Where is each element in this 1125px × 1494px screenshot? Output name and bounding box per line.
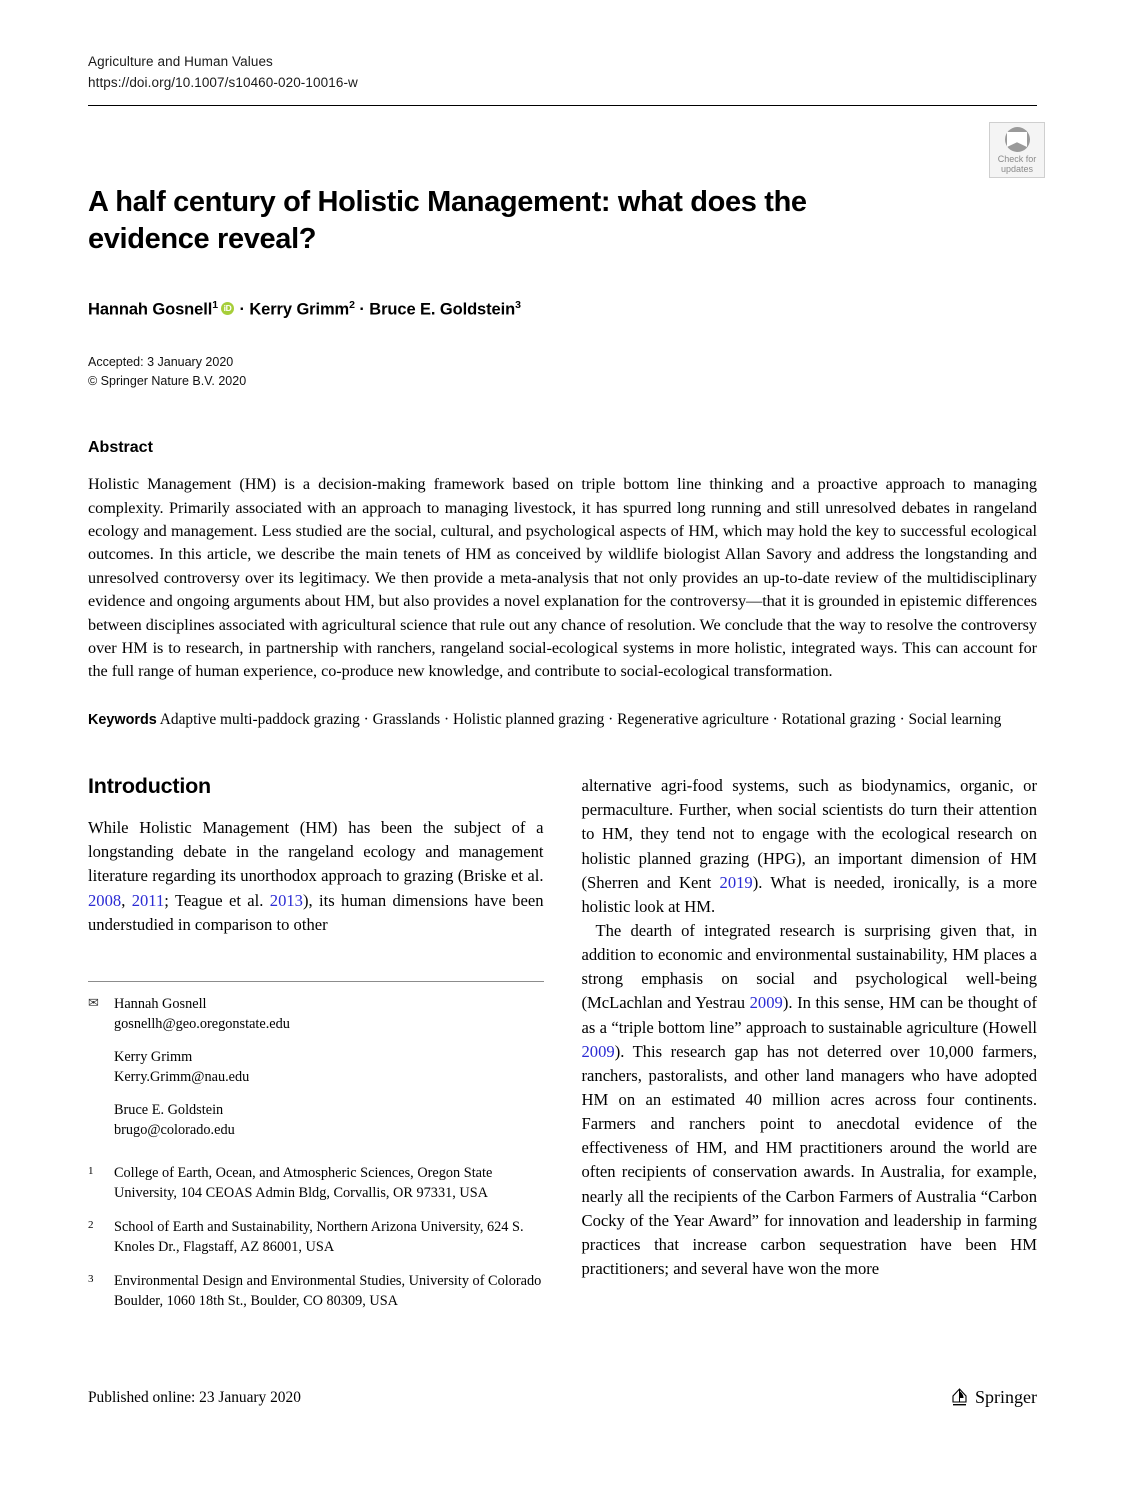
affiliation-number-3: 3 xyxy=(88,1272,94,1285)
accepted-date: Accepted: 3 January 2020 xyxy=(88,355,234,369)
right-p2-part1: The dearth of integrated research is surprising given that, in addition to economic and environmental sustainability, HM places a strong emphasis on social and psychological well-being (McLachlan and Yestrau xyxy=(581,921,1037,1013)
left-column xyxy=(88,774,544,1324)
author-affil-ref-2: 2 xyxy=(349,298,355,311)
crossmark-icon xyxy=(1005,127,1030,152)
journal-header xyxy=(88,0,1037,94)
crossmark-label xyxy=(998,154,1037,174)
intro-text-part1: While Holistic Management (HM) has been the subject of a longstanding debate in the rangeland ecology and management literature regarding its unorthodox approach to grazing (Briske et al. xyxy=(88,818,544,886)
keywords-label: Keywords xyxy=(88,711,157,728)
author-name-2: Kerry Grimm xyxy=(249,300,350,318)
intro-paragraph-2 xyxy=(582,919,1038,1281)
author-contact-email-2[interactable]: Kerry.Grimm@nau.edu xyxy=(114,1068,250,1085)
springer-wordmark: Springer xyxy=(975,1387,1037,1407)
page-title: A half century of Holistic Management: what does the evidence reveal? xyxy=(88,185,807,255)
journal-doi[interactable]: https://doi.org/10.1007/s10460-020-10016-w xyxy=(88,74,358,90)
intro-paragraph-1 xyxy=(88,816,544,937)
author-affil-ref-1: 1 xyxy=(212,298,218,311)
intro-semicolon: ; Teague et al. xyxy=(164,890,270,910)
right-column xyxy=(582,774,1038,1324)
corresponding-author-name: Hannah Gosnell xyxy=(114,995,207,1012)
author-list xyxy=(88,299,1037,320)
affiliation-2 xyxy=(88,1217,544,1258)
author-contact-name-3: Bruce E. Goldstein xyxy=(114,1101,224,1118)
citation-2013[interactable]: 2013 xyxy=(269,890,303,910)
intro-comma: , xyxy=(121,890,132,910)
right-p2-part3: ). This research gap has not deterred over 10,000 farmers, ranchers, pastoralists, and other land managers who have adopted HM on an estimated 40 million acres across four continents. Farmers and ranchers point to anecdotal evidence of the effectiveness of HM, and HM practitioners around the world are often recipients of conservation awards. In Australia, for example, nearly all the recipients of the Carbon Farmers of Australia “Carbon Cocky of the Year Award” for innovation and leadership in farming practices that increase carbon sequestration have been HM practitioners; and several have won the more xyxy=(581,1041,1037,1278)
author-separator-2: · xyxy=(359,300,365,318)
affiliation-text-1: College of Earth, Ocean, and Atmospheric Sciences, Oregon State University, 104 CEOAS Admin Bldg, Corvallis, OR 97331, USA xyxy=(114,1164,493,1202)
affiliation-3 xyxy=(88,1271,544,1312)
author-separator-1: · xyxy=(239,300,245,318)
citation-2008[interactable]: 2008 xyxy=(88,890,122,910)
right-text-part2: ). What is needed, ironically, is a more holistic look at HM. xyxy=(581,872,1037,916)
abstract-heading: Abstract xyxy=(88,439,153,456)
affiliation-text-3: Environmental Design and Environmental Studies, University of Colorado Boulder, 1060 18th St., Boulder, CO 80309, USA xyxy=(114,1272,542,1310)
correspondence-primary xyxy=(88,994,544,1034)
intro-paragraph-1-continued xyxy=(582,774,1038,919)
correspondence-secondary xyxy=(88,1047,544,1087)
crossmark-badge[interactable] xyxy=(989,122,1045,178)
section-heading-introduction: Introduction xyxy=(88,774,211,799)
header-divider xyxy=(88,105,1037,106)
affiliation-number-2: 2 xyxy=(88,1218,94,1231)
journal-name: Agriculture and Human Values xyxy=(88,54,273,69)
right-text-part1: alternative agri-food systems, such as biodynamics, organic, or permaculture. Further, when social scientists do turn their attention to HM, they tend not to engage with the ecological research on holistic planned grazing (HPG), an important dimension of HM (Sherren and Kent xyxy=(581,776,1037,892)
intro-text-part2: ), its human dimensions have been understudied in comparison to other xyxy=(88,890,544,934)
keywords-line xyxy=(88,709,1037,731)
author-contact-email-3[interactable]: brugo@colorado.edu xyxy=(114,1121,235,1138)
abstract-text: Holistic Management (HM) is a decision-making framework based on triple bottom line thinking and a proactive approach to managing complexity. Primarily associated with an approach to managing livestock, it has spurred long running and still unresolved debates in rangeland ecology and management. Less studied are the social, cultural, and psychological aspects of HM, which may hold the key to successful ecological outcomes. In this article, we describe the main tenets of HM as conceived by wildlife biologist Allan Savory and address the longstanding and unresolved controversy over its legitimacy. We then provide a meta-analysis that not only provides an up-to-date review of the multidisciplinary evidence and ongoing arguments about HM, but also provides a novel explanation for the controversy—that it is grounded in epistemic differences between disciplines associated with agricultural science that rule out any chance of resolution. We conclude that the way to resolve the controversy over HM is to research, in partnership with ranchers, rangeland social-ecological systems in more holistic, integrated ways. This can account for the full range of human experience, co-produce new knowledge, and contribute to social-ecological transformation. xyxy=(88,475,1037,681)
springer-logo xyxy=(950,1387,1037,1408)
orcid-icon[interactable] xyxy=(221,302,234,315)
keywords-values: Adaptive multi-paddock grazing · Grasslands · Holistic planned grazing · Regenerative agriculture · Rotational grazing · Social learning xyxy=(159,710,1002,728)
citation-2011[interactable]: 2011 xyxy=(131,890,165,910)
author-contact-name-2: Kerry Grimm xyxy=(114,1048,193,1065)
author-name-1: Hannah Gosnell xyxy=(88,300,213,318)
correspondence-divider xyxy=(88,981,544,982)
author-affil-ref-3: 3 xyxy=(515,298,521,311)
right-p2-part2: ). In this sense, HM can be thought of as a “triple bottom line” approach to sustainable agriculture (Howell xyxy=(581,993,1037,1037)
corresponding-author-email[interactable]: gosnellh@geo.oregonstate.edu xyxy=(114,1015,290,1032)
envelope-icon: ✉ xyxy=(88,994,99,1010)
publication-meta xyxy=(88,353,1037,391)
copyright-line: © Springer Nature B.V. 2020 xyxy=(88,374,247,388)
springer-logo-icon xyxy=(950,1387,969,1408)
citation-2019[interactable]: 2019 xyxy=(719,872,753,892)
affiliation-number-1: 1 xyxy=(88,1164,94,1177)
affiliation-1 xyxy=(88,1163,544,1204)
crossmark-line1: Check for xyxy=(997,154,1037,164)
crossmark-line2: updates xyxy=(1000,164,1033,175)
citation-2009a[interactable]: 2009 xyxy=(749,993,783,1013)
author-name-3: Bruce E. Goldstein xyxy=(369,300,516,318)
page-footer xyxy=(88,1387,1037,1408)
citation-2009b[interactable]: 2009 xyxy=(581,1041,615,1061)
affiliation-text-2: School of Earth and Sustainability, Northern Arizona University, 624 S. Knoles Dr., Flagstaff, AZ 86001, USA xyxy=(114,1218,524,1256)
body-columns xyxy=(88,774,1037,1324)
published-online-date: Published online: 23 January 2020 xyxy=(88,1388,301,1406)
correspondence-tertiary xyxy=(88,1100,544,1140)
